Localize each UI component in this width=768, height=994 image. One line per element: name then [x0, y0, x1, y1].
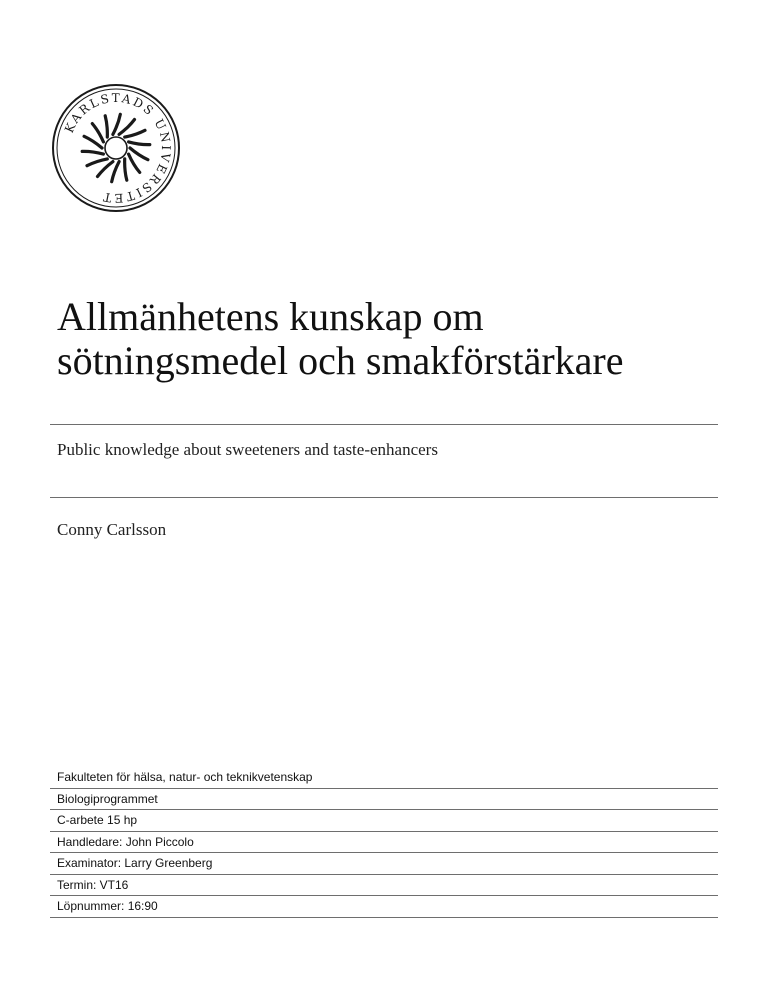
info-row-program: Biologiprogrammet — [50, 789, 718, 811]
sun-ray — [129, 142, 150, 145]
seal-text: KARLSTADS UNIVERSITET — [61, 90, 174, 206]
thesis-title — [57, 295, 737, 383]
sun-ray — [84, 136, 102, 148]
author-name: Conny Carlsson — [57, 520, 167, 539]
sun-ray — [119, 120, 134, 135]
divider — [50, 497, 718, 498]
university-seal-logo — [50, 82, 182, 214]
sun-ray — [98, 162, 113, 177]
info-row-course: C-arbete 15 hp — [50, 810, 718, 832]
sun-ray — [112, 162, 119, 182]
divider — [50, 424, 718, 425]
sun-ray — [105, 116, 107, 137]
thesis-info-table — [50, 767, 718, 918]
svg-text:KARLSTADS UNIVERSITET — [62, 91, 173, 205]
sun-ray — [130, 148, 148, 160]
title-line-1: Allmänhetens kunskap om — [57, 294, 484, 339]
sun-ray — [129, 154, 140, 172]
info-row-term: Termin: VT16 — [50, 875, 718, 897]
sun-ray — [92, 124, 103, 142]
sun-ray — [125, 159, 127, 180]
sun-core — [105, 137, 127, 159]
sun-ray — [113, 114, 120, 134]
title-line-2: sötningsmedel och smakförstärkare — [57, 338, 624, 383]
sun-ray — [82, 151, 103, 154]
info-row-serial-number: Löpnummer: 16:90 — [50, 896, 718, 918]
info-row-examiner: Examinator: Larry Greenberg — [50, 853, 718, 875]
sun-ray — [87, 159, 107, 166]
sun-emblem — [82, 114, 150, 181]
info-row-faculty: Fakulteten för hälsa, natur- och teknikvetenskap — [50, 767, 718, 789]
sun-ray — [125, 130, 145, 137]
info-row-supervisor: Handledare: John Piccolo — [50, 832, 718, 854]
english-subtitle: Public knowledge about sweeteners and taste-enhancers — [57, 440, 438, 459]
